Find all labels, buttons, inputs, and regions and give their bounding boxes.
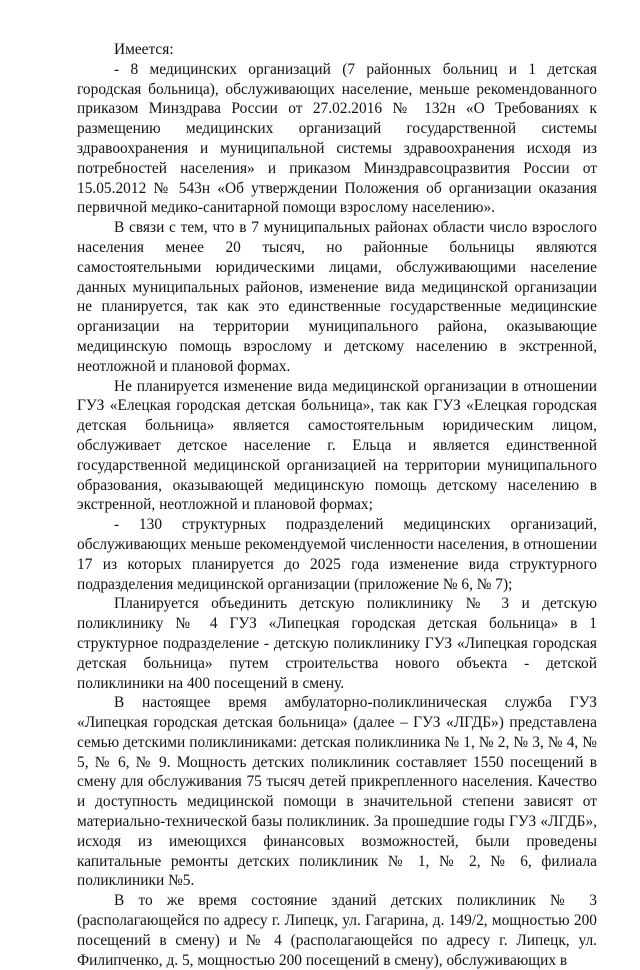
paragraph-outpatient-service: В настоящее время амбулаторно-поликлиническая служба ГУЗ «Липецкая городская детская больница» (далее – ГУЗ «ЛГДБ») представлена семью детскими поликлиниками: детская поликлиника № 1, № 2, № 3, № 4, № 5, № 6, № 9. Мощность детских поликлиник составляет 1550 посещений в смену для обслуживания 75 тысяч детей прикрепленного населения. Качество и доступность медицинской помощи в значительной степени зависят от материально-технической базы поликлиник. За прошедшие годы ГУЗ «ЛГДБ», исходя из имеющихся финансовых возможностей, были проведены капитальные ремонты детских поликлиник № 1, № 2, № 6, филиала поликлиники №5. bbox=[77, 694, 597, 890]
paragraph-organizations: - 8 медицинских организаций (7 районных больниц и 1 детская городская больница), обслуживающих население, меньше рекомендованного приказом Минздрава России от 27.02.2016 № 132н «О Требованиях к размещению медицинских организаций государственной системы здравоохранения и муниципальной системы здравоохранения исходя из потребностей населения» и приказом Минздравсоцразвития России от 15.05.2012 № 543н «Об утверждении Положения об организации оказания первичной медико-санитарной помощи взрослому населению». bbox=[77, 60, 597, 217]
paragraph-structural-units: - 130 структурных подразделений медицинских организаций, обслуживающих меньше рекомендуемой численности населения, в отношении 17 из которых планируется до 2025 года изменение вида структурного подразделения медицинской организации (приложение № 6, № 7); bbox=[77, 516, 597, 593]
document-page bbox=[77, 40, 597, 970]
paragraph-yelets-hospital: Не планируется изменение вида медицинской организации в отношении ГУЗ «Елецкая городская детская больница», так как ГУЗ «Елецкая городская детская больница» является самостоятельным юридическим лицом, обслуживает детское население г. Ельца и является единственной государственной медицинской организацией на территории муниципального образования, оказывающей медицинскую помощь детскому населению в экстренной, неотложной и плановой формах; bbox=[77, 377, 597, 514]
paragraph-heading: Имеется: bbox=[114, 41, 174, 58]
paragraph-merge-plan: Планируется объединить детскую поликлинику № 3 и детскую поликлинику № 4 ГУЗ «Липецкая городская детская больница» в 1 структурное подразделение - детскую поликлинику ГУЗ «Липецкая городская детская больница» путем строительства нового объекта - детской поликлиники на 400 посещений в смену. bbox=[77, 595, 597, 692]
paragraph-building-condition: В то же время состояние зданий детских поликлиник № 3 (располагающейся по адресу г. Липецк, ул. Гагарина, д. 149/2, мощностью 200 посещений в смену) и № 4 (располагающейся по адресу г. Липецк, ул. Филипченко, д. 5, мощностью 200 посещений в смену), обслуживающих в bbox=[77, 892, 597, 969]
paragraph-districts: В связи с тем, что в 7 муниципальных районах области число взрослого населения менее 20 тысяч, но районные больницы являются самостоятельными юридическими лицами, обслуживающими население данных муниципальных районов, изменение вида медицинской организации не планируется, так как это единственные государственные медицинские организации на территории муниципального района, оказывающие медицинскую помощь взрослому и детскому населению в экстренной, неотложной и плановой формах. bbox=[77, 219, 597, 375]
